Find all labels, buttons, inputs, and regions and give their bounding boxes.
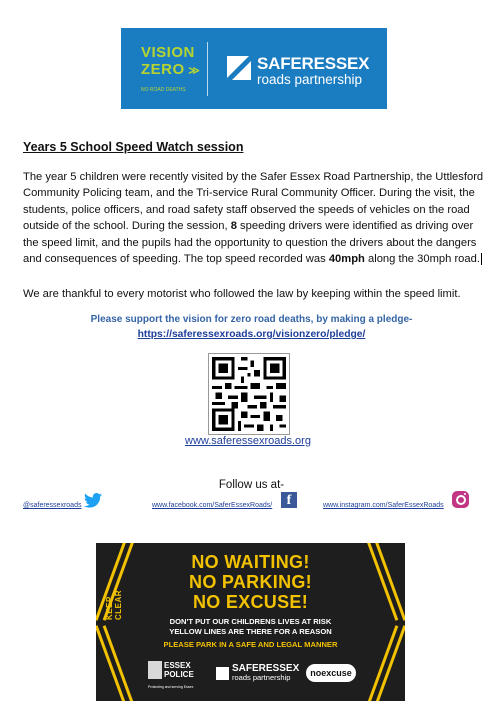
no-excuse-logo: noexcuse (306, 664, 356, 682)
pledge-link[interactable]: https://saferessexroads.org/visionzero/pledge/ (137, 329, 366, 340)
article-paragraph-2: We are thankful to every motorist who followed the law by keeping within the speed limit. (23, 288, 461, 300)
twitter-bird-icon[interactable] (84, 493, 102, 508)
logo-divider (207, 42, 208, 96)
poster-subline-1: DON'T PUT OUR CHILDRENS LIVES AT RISK (169, 617, 332, 626)
pledge-text: Please support the vision for zero road deaths, by making a pledge- (90, 314, 413, 325)
poster-headline-3: NO EXCUSE! (192, 592, 309, 612)
safer-essex-mark-icon (227, 56, 251, 80)
poster-headline-1: NO WAITING! (191, 552, 310, 572)
article-paragraph-1: The year 5 children were recently visited by the Safer Essex Road Partnership, the Uttlesford Community Policing team, and the Tri-service Rural Community Officer. During the visit, the students, police officers, and road safety staff observed the speeds of vehicles on the road outside of the school. During the session, 8 speeding drivers were identified as driving over the speed limit, and the pupils had the opportunity to question the drivers about the dangers and consequences of speeding. The top speed recorded was 40mph along the 30mph road. (23, 171, 484, 266)
poster-headline-2: NO PARKING! (189, 572, 312, 592)
safer-essex-mark-icon (216, 667, 229, 680)
no-parking-poster: KEEP CLEAR NO WAITING! NO PARKING! NO EXCUSE! DON'T PUT OUR CHILDRENS LIVES AT RISK YELLOW LINES ARE THERE FOR A REASON PLEASE PARK IN A SAFE AND LEGAL MANNER ESSEX POLICE Protecting and serving Essex SAFERESSEX roads partnership noexcuse (96, 543, 405, 701)
facebook-icon[interactable]: f (281, 492, 297, 508)
text-caret (481, 253, 482, 265)
speeding-count: 8 (230, 220, 237, 233)
poster-subline-3: PLEASE PARK IN A SAFE AND LEGAL MANNER (163, 640, 338, 649)
partner-logos-banner (121, 28, 387, 109)
follow-us-label: Follow us at- (218, 479, 285, 491)
qr-code-icon (208, 353, 290, 435)
top-speed: 40mph (328, 253, 365, 266)
article-title: Years 5 School Speed Watch session (23, 140, 244, 154)
safer-essex-logo: SAFERESSEX roads partnership (257, 54, 370, 87)
chevron-down-icon: ≫ (184, 65, 201, 77)
twitter-link[interactable]: @saferessexroads (23, 502, 82, 509)
poster-safer-essex-logo: SAFERESSEX roads partnership (232, 663, 300, 682)
vision-zero-logo: VISION ZERO ≫ NO ROAD DEATHS (141, 44, 201, 93)
instagram-link[interactable]: www.instagram.com/SaferEssexRoads (323, 502, 444, 509)
facebook-link[interactable]: www.facebook.com/SaferEssexRoads/ (152, 502, 273, 509)
police-badge-icon (148, 661, 162, 679)
poster-subline-2: YELLOW LINES ARE THERE FOR A REASON (169, 627, 332, 636)
website-link[interactable]: www.saferessexroads.org (185, 435, 311, 447)
instagram-icon[interactable] (452, 491, 469, 508)
keep-clear-label: KEEP CLEAR (105, 589, 123, 620)
